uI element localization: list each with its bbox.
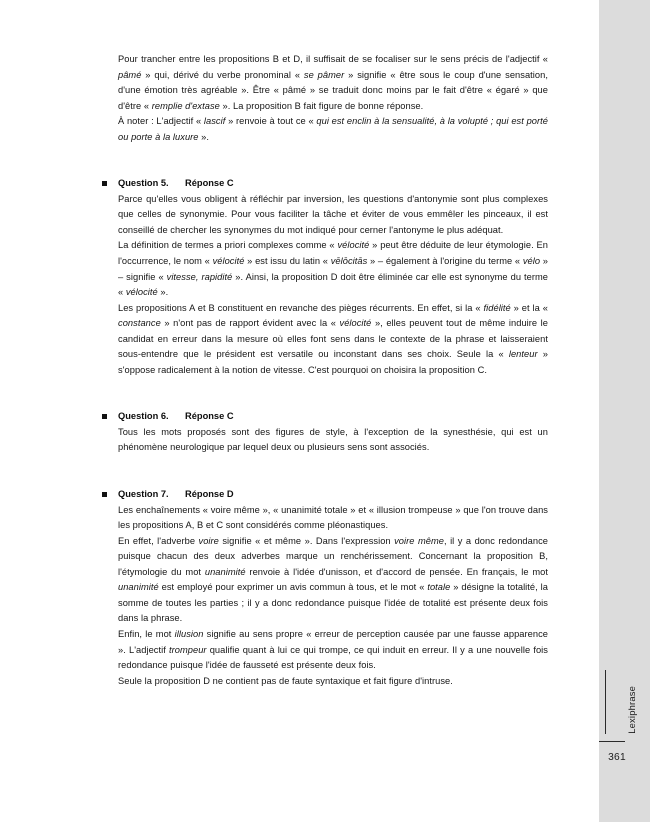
section-heading-5 bbox=[102, 176, 548, 192]
square-bullet-icon bbox=[102, 414, 107, 419]
question-label-6: Question 6. bbox=[118, 411, 169, 422]
square-bullet-icon bbox=[102, 181, 107, 186]
section-heading-7 bbox=[102, 487, 548, 503]
section-heading-6 bbox=[102, 409, 548, 425]
section-7-paragraph-2: En effet, l'adverbe voire signifie « et même ». Dans l'expression voire même, il y a donc redondance puisque chacun des deux adverbes marque un renchérissement. Concernant la proposition B, l'étymologie du mot unanimité renvoie à l'idée d'unisson, et d'accord de pensée. En français, le mot unanimité est employé pour exprimer un avis commun à tous, et le mot « totale » désigne la totalité, la somme de toutes les parties ; il y a donc redondance puisque l'idée de totalité est présente deux fois dans la phrase. bbox=[118, 535, 549, 624]
spacer bbox=[102, 145, 548, 176]
page-edge-band bbox=[599, 0, 650, 822]
page-number-rule bbox=[599, 741, 625, 742]
intro-block bbox=[102, 52, 548, 145]
intro-paragraph-2: À noter : L'adjectif « lascif » renvoie à tout ce « qui est enclin à la sensualité, à la volupté ; qui est porté ou porte à la luxure ». bbox=[118, 116, 548, 142]
page-number: 361 bbox=[608, 752, 626, 763]
section-7-paragraph-3: Enfin, le mot illusion signifie au sens propre « erreur de perception causée par une fausse apparence ». L'adjectif trompeur qualifie quant à lui ce qui trompe, ce qui induit en erreur. Il y a une nouvelle fois redondance puisque l'idée de fausseté est présente deux fois. bbox=[118, 628, 548, 671]
question-label-5: Question 5. bbox=[118, 178, 169, 189]
section-5-paragraph-3: Les propositions A et B constituent en revanche des pièges récurrents. En effet, si la « fidélité » et la « constance » n'ont pas de rapport évident avec la « vélocité », elles peuvent tout de même induire le candidat en erreur dans la mesure où elles font sens dans le contexte de la phrase et laisseraient sous-entendre que le président est versatile ou inconstant dans ses choix. Seule la « lenteur » s'oppose radicalement à la notion de vitesse. C'est pourquoi on choisira la proposition C. bbox=[118, 302, 548, 375]
answer-label-6: Réponse C bbox=[185, 411, 234, 422]
intro-paragraph-1: Pour trancher entre les propositions B et D, il suffisait de se focaliser sur le sens précis de l'adjectif « pâmé » qui, dérivé du verbe pronominal « se pâmer » signifie « être sous le coup d'une sensation, d'une émotion très agréable ». Être « pâmé » se traduit donc moins par le fait d'être « égaré » que d'être « remplie d'extase ». La proposition B fait figure de bonne réponse. bbox=[118, 54, 548, 111]
section-7-paragraph-1: Les enchaînements « voire même », « unanimité totale » et « illusion trompeuse » que l'on trouve dans les propositions A, B et C sont considérés comme pléonastiques. bbox=[118, 504, 548, 531]
answer-label-7: Réponse D bbox=[185, 489, 234, 500]
section-5-paragraph-1: Parce qu'elles vous obligent à réfléchir par inversion, les questions d'antonymie sont plus complexes que celles de synonymie. Pour vous faciliter la tâche et éviter de vous emmêler les pinceaux, il est conseillé de chercher les synonymes du mot indiqué pour cerner l'antonyme le plus adéquat. bbox=[118, 193, 548, 235]
page-content bbox=[102, 52, 548, 689]
section-5-paragraph-2: La définition de termes a priori complexes comme « vélocité » peut être déduite de leur étymologie. En l'occurrence, le nom « vélocité » est issu du latin « vēlōcitās » – également à l'origine du terme « vélo » – signifie « vitesse, rapidité ». Ainsi, la proposition D doit être éliminée car elle est synonyme du terme « vélocité ». bbox=[118, 240, 548, 298]
answer-label-5: Réponse C bbox=[185, 178, 234, 189]
section-question-5 bbox=[102, 176, 548, 378]
spacer bbox=[102, 456, 548, 487]
section-question-6 bbox=[102, 409, 548, 456]
section-question-7 bbox=[102, 487, 548, 689]
spacer bbox=[102, 378, 548, 409]
square-bullet-icon bbox=[102, 492, 107, 497]
section-7-paragraph-4: Seule la proposition D ne contient pas de faute syntaxique et fait figure d'intruse. bbox=[118, 675, 453, 686]
question-label-7: Question 7. bbox=[118, 489, 169, 500]
running-title-rule-vertical bbox=[605, 670, 606, 734]
running-title: Lexiphrase bbox=[626, 686, 637, 734]
section-6-paragraph-1: Tous les mots proposés sont des figures de style, à l'exception de la synesthésie, qui est un phénomène neurologique par lequel deux ou plusieurs sens sont associés. bbox=[118, 426, 548, 453]
